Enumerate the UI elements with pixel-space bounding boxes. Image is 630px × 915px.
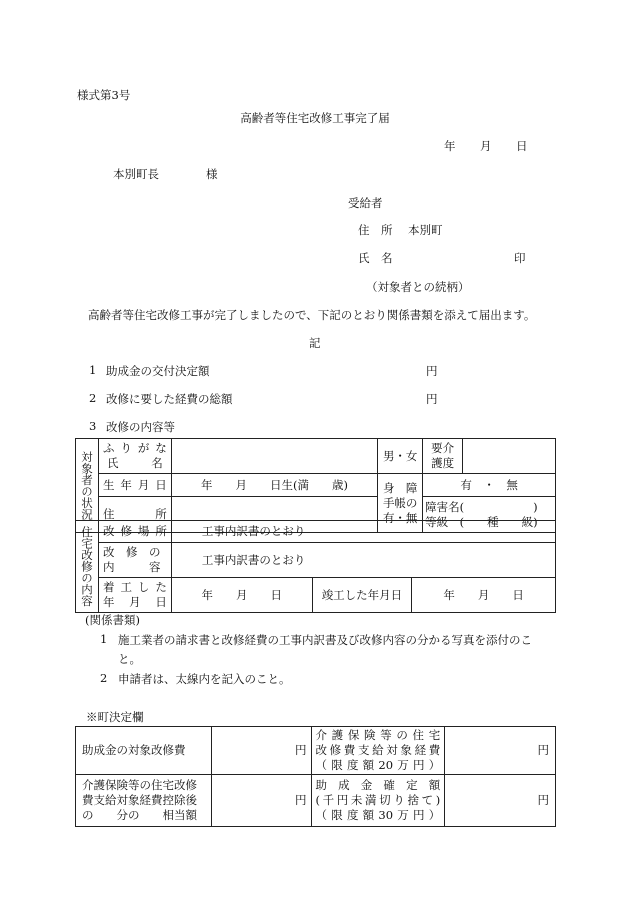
recipient-table: [75, 438, 556, 533]
note-1-text: 施工業者の請求書と改修経費の工事内訳書及び改修内容の分かる写真を添付のこ: [118, 633, 532, 647]
seal-mark: 印: [514, 251, 526, 265]
date-month: 月: [480, 139, 492, 153]
content-field[interactable]: 工事内訳書のとおり: [171, 543, 555, 578]
care-insurance-label: 介護保険等の住宅 改修費支給対象経費 （限度額20万円）: [311, 727, 445, 775]
end-date-label: 竣工した年月日: [312, 578, 412, 613]
item-1-label: 助成金の交付決定額: [106, 364, 210, 378]
disability-grade: 等級 ( 種 級): [425, 514, 538, 529]
item-2-number: 2: [89, 391, 97, 405]
note-2-text: 申請者は、太線内を記入のこと。: [118, 672, 291, 686]
address-label: 住 所: [358, 223, 393, 237]
ki-label: 記: [309, 336, 321, 350]
final-grant-field[interactable]: 円: [445, 775, 556, 827]
name-field[interactable]: [171, 439, 377, 474]
place-label: 改修場所: [98, 521, 171, 543]
item-1-number: 1: [89, 363, 97, 377]
disability-yes-no[interactable]: 有 ・ 無: [423, 474, 556, 497]
deducted-amount-label: 介護保険等の住宅改修 費支給対象経費控除後 の 分の 相当額: [76, 775, 212, 827]
content-label: 改 修 の 内 容: [98, 543, 171, 578]
addressee-name: 本別町長: [113, 167, 159, 181]
renovation-content-header: 住宅改修の内容: [76, 521, 99, 613]
care-level-field[interactable]: [463, 439, 556, 474]
renovation-table: [75, 520, 556, 613]
applicant-heading: 受給者: [348, 196, 383, 210]
note-1-number: 1: [100, 632, 108, 646]
note-2-number: 2: [100, 671, 108, 685]
name-label: 氏 名: [358, 251, 393, 265]
dob-label: 生年月日: [98, 474, 171, 497]
address-value: 本別町: [408, 223, 443, 237]
disability-cert-label[interactable]: 身 障 手帳の 有・無: [378, 474, 423, 533]
decision-heading: ※町決定欄: [86, 710, 144, 724]
decision-table: [75, 726, 556, 827]
document-title: 高齢者等住宅改修工事完了届: [240, 111, 390, 125]
care-level-label: 要介 護度: [423, 439, 463, 474]
start-date-field[interactable]: 年 月 日: [171, 578, 312, 613]
address-label-cell: 住所: [98, 497, 171, 533]
notes-heading: (関係書類): [85, 613, 140, 627]
addressee-honorific: 様: [206, 167, 218, 181]
deducted-amount-field[interactable]: 円: [211, 775, 311, 827]
date-year: 年: [444, 139, 456, 153]
disability-name: 障害名( ): [425, 499, 538, 514]
date-day: 日: [516, 139, 528, 153]
end-date-field[interactable]: 年 月 日: [412, 578, 556, 613]
item-2-label: 改修に要した経費の総額: [106, 392, 233, 406]
item-2-unit: 円: [426, 392, 438, 406]
relation-label: （対象者との続柄）: [366, 280, 470, 294]
final-grant-label: 助成金確定額 (千円未満切り捨て) （限度額30万円）: [311, 775, 445, 827]
name-label-cell: ふりがな 氏名: [98, 439, 171, 474]
eligible-cost-label: 助成金の対象改修費: [76, 727, 212, 775]
place-field[interactable]: 工事内訳書のとおり: [171, 521, 555, 543]
care-insurance-field[interactable]: 円: [445, 727, 556, 775]
item-3-label: 改修の内容等: [106, 420, 175, 434]
note-1-text-cont: と。: [118, 652, 141, 666]
form-number: 様式第3号: [77, 88, 131, 102]
body-text: 高齢者等住宅改修工事が完了しましたので、下記のとおり関係書類を添えて届出ます。: [88, 308, 536, 322]
item-1-unit: 円: [426, 364, 438, 378]
item-3-number: 3: [89, 419, 97, 433]
sex-field[interactable]: 男・女: [378, 439, 423, 474]
start-date-label: 着工した 年 月 日: [98, 578, 171, 613]
subject-status-header: 対象者の状況: [76, 439, 99, 533]
eligible-cost-field[interactable]: 円: [211, 727, 311, 775]
dob-field[interactable]: 年 月 日生(満 歳): [171, 474, 377, 497]
